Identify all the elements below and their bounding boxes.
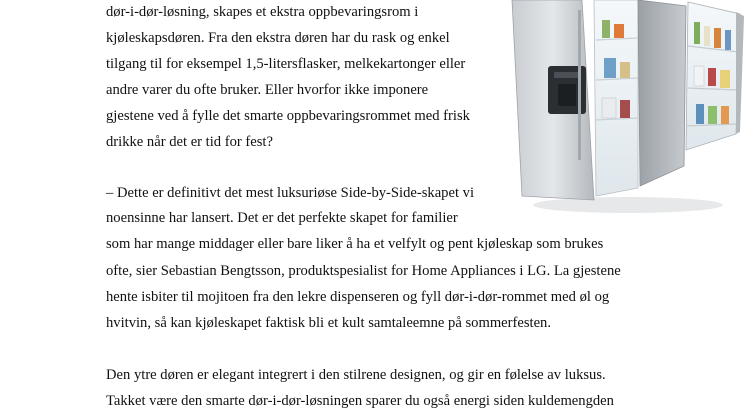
fridge-product-image <box>508 0 746 220</box>
right-door-open <box>638 0 686 186</box>
text-line: tilgang til for eksempel 1,5-litersflasker, melkekartonger eller <box>106 56 466 72</box>
left-door-handle <box>578 10 581 160</box>
text-line: ofte, sier Sebastian Bengtsson, produktspesialist for Home Appliances i LG. La gjestene <box>106 263 621 279</box>
text-line: noensinne har lansert. Det er det perfekte skapet for familier <box>106 210 458 226</box>
text-line: andre varer du ofte bruker. Eller hvorfor ikke imponere <box>106 82 429 98</box>
text-line: hente isbiter til mojitoen fra den lekre dispenseren og fyll dør-i-dør-rommet med øl og <box>106 289 610 305</box>
floor-shadow <box>533 197 723 213</box>
text-line: hvitvin, så kan kjøleskapet faktisk bli et kult samtaleemne på sommerfesten. <box>106 315 551 331</box>
text-line: drikke når det er tid for fest? <box>106 134 273 150</box>
text-line: dør-i-dør-løsning, skapes et ekstra oppbevaringsrom i <box>106 4 419 20</box>
text-line: kjøleskapsdøren. Fra den ekstra døren har du rask og enkel <box>106 30 450 46</box>
text-line: Den ytre døren er elegant integrert i den stilrene designen, og gir en følelse av luksus. <box>106 367 606 383</box>
text-line: som har mange middager eller bare liker å ha et velfylt og pent kjøleskap som brukes <box>106 236 604 252</box>
text-line: gjestene ved å fylle det smarte oppbevaringsrommet med frisk <box>106 108 470 124</box>
text-line: Takket være den smarte dør-i-dør-løsningen sparer du også energi siden kuldemengden <box>106 393 614 409</box>
text-line: – Dette er definitivt det mest luksuriøse Side-by-Side-skapet vi <box>106 185 475 201</box>
